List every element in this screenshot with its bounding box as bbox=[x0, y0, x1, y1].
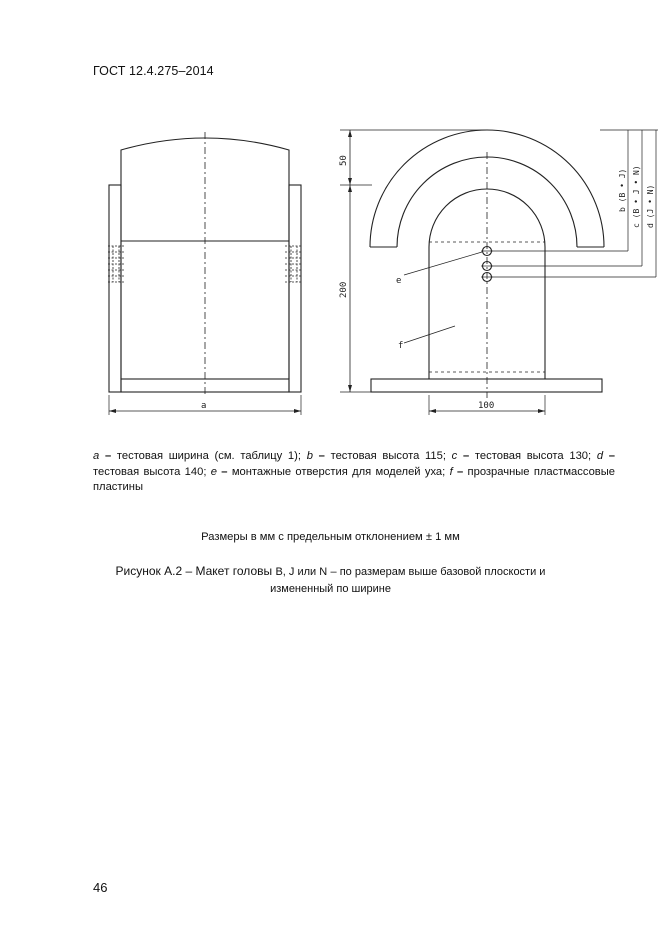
label-e: e bbox=[396, 276, 402, 286]
legend-text-a: тестовая ширина (см. таблицу 1); bbox=[116, 450, 301, 462]
figure-caption bbox=[0, 563, 661, 597]
caption-tail: – по размерам выше базовой плоскости и bbox=[330, 566, 546, 578]
dim-label-50: 50 bbox=[339, 155, 349, 166]
legend-text-d: тестовая высота 140; bbox=[93, 465, 207, 478]
dim-label-a: a bbox=[201, 401, 207, 411]
legend-text-c: тестовая высота 130; bbox=[474, 450, 592, 462]
front-view bbox=[108, 132, 302, 415]
caption-models: B, J или N bbox=[275, 566, 328, 578]
legend-text-f: прозрачные пластмассовые пластины bbox=[93, 465, 616, 494]
legend-letter-c: c bbox=[451, 450, 458, 462]
caption-main: Рисунок А.2 – Макет головы bbox=[115, 564, 273, 578]
tolerance-note: Размеры в мм с предельным отклонением ± 1 мм bbox=[201, 531, 460, 543]
dim-label-100: 100 bbox=[478, 401, 495, 411]
legend-letter-f: f bbox=[449, 465, 453, 478]
legend-letter-b: b bbox=[306, 450, 313, 462]
page-number: 46 bbox=[93, 880, 108, 895]
caption-line2: измененный по ширине bbox=[270, 583, 391, 595]
side-view bbox=[340, 130, 658, 415]
dim-label-c: c (B • J • N) bbox=[632, 165, 641, 228]
legend-text-b: тестовая высота 115; bbox=[330, 450, 446, 462]
dim-label-b: b (B • J) bbox=[618, 168, 627, 212]
legend-letter-a: a bbox=[93, 450, 100, 462]
label-f: f bbox=[398, 341, 404, 351]
legend-text-e: монтажные отверстия для моделей уха; bbox=[231, 465, 446, 478]
document-header: ГОСТ 12.4.275–2014 bbox=[93, 64, 214, 78]
legend-letter-d: d bbox=[596, 450, 604, 462]
dim-label-200: 200 bbox=[339, 281, 349, 298]
dim-label-d: d (J • N) bbox=[646, 184, 655, 228]
figure-legend: a – тестовая ширина (см. таблицу 1); b – тестовая высота 115; c – тестовая высота 130; d – тестовая высота 140; e – монтажные отверстия для моделей уха; f – прозрачные пластмассовые пластины bbox=[93, 450, 616, 494]
legend-letter-e: e bbox=[210, 465, 217, 478]
technical-drawing bbox=[0, 0, 661, 430]
